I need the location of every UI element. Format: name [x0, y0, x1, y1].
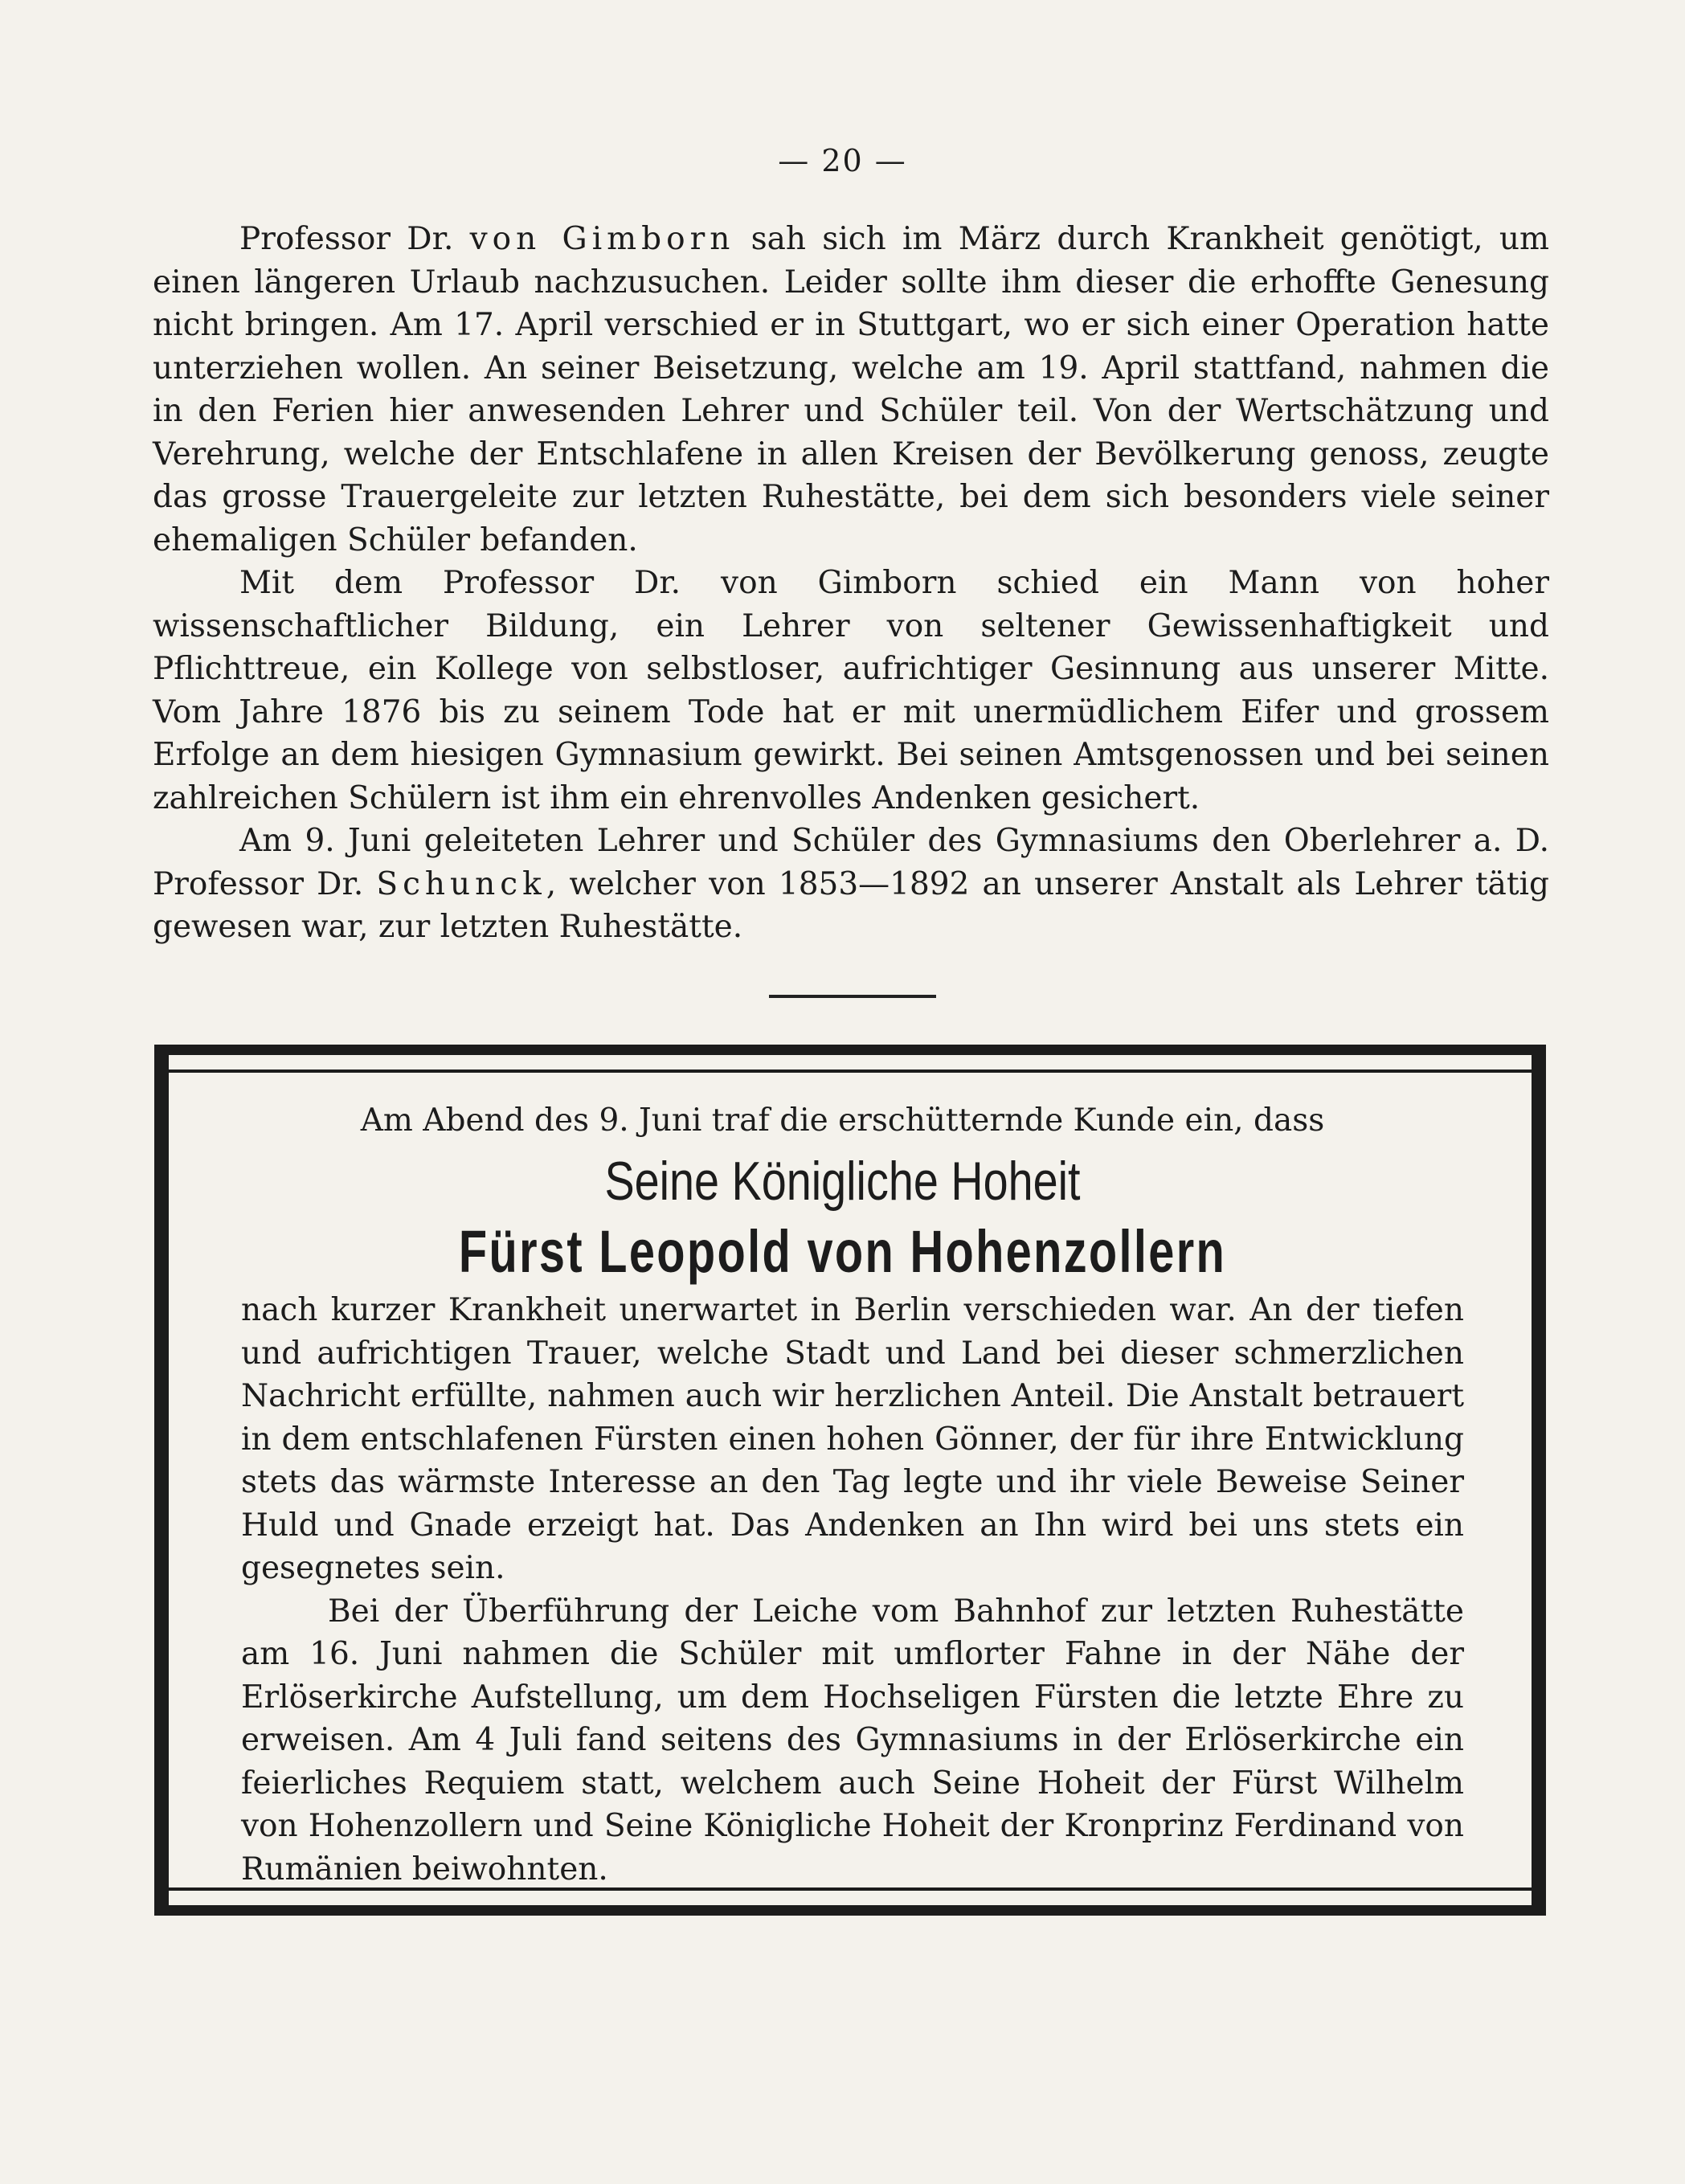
notice-body — [241, 1289, 1464, 1891]
main-text — [153, 218, 1549, 949]
section-divider — [769, 995, 936, 998]
notice-paragraph-funeral: Bei der Überführung der Leiche vom Bahnhof zur letzten Ruhestätte am 16. Juni nahmen die Schüler mit umflorter Fahne in der Nähe der Erlöserkirche Aufstellung, um dem Hochseligen Fürsten die letzte Ehre zu erweisen. Am 4 Juli fand seitens des Gymnasiums in der Erlöserkirche ein feierliches Requiem statt, welchem auch Seine Hoheit der Fürst Wilhelm von Hohenzollern und Seine Königliche Hoheit der Kronprinz Ferdinand von Rumänien beiwohnten. — [241, 1593, 1464, 1887]
frame-inner-line-top — [169, 1070, 1532, 1073]
paragraph-gimborn-tribute: Mit dem Professor Dr. von Gimborn schied ein Mann von hoher wissenschaftlicher Bildung, ein Lehrer von seltener Gewissenhaftigkeit und Pflichttreue, ein Kollege von selbstloser, aufrichtiger Gesinnung aus unserer Mitte. Vom Jahre 1876 bis zu seinem Tode hat er mit unermüdlichem Eifer und grossem Erfolge an dem hiesigen Gymnasium gewirkt. Bei seinen Amtsgenossen und bei seinen zahlreichen Schülern ist ihm ein ehrenvolles Andenken gesichert. — [153, 565, 1549, 816]
notice-title-honorific: Seine Königliche Hoheit — [604, 1151, 1081, 1212]
notice-intro: Am Abend des 9. Juni traf die erschütternde Kunde ein, dass — [360, 1102, 1325, 1139]
paragraph-gimborn-illness — [153, 218, 1549, 562]
text-segment: , welcher von 1853—1892 an unserer Anstalt als Lehrer tätig gewesen war, zur letzten Ruhestätte. — [153, 865, 1549, 945]
notice-paragraph-mourning: nach kurzer Krankheit unerwartet in Berlin verschieden war. An der tiefen und aufrichtigen Trauer, welche Stadt und Land bei dieser schmerzlichen Nachricht erfüllte, nahmen auch wir herzlichen Anteil. Die Anstalt betrauert in dem entschlafenen Fürsten einen hohen Gönner, der für ihre Entwicklung stets das wärmste Interesse an den Tag legte und ihr viele Beweise Seiner Huld und Gnade erzeigt hat. Das Andenken an Ihn wird bei uns stets ein gesegnetes sein. — [241, 1292, 1464, 1586]
paragraph-schunck — [153, 820, 1549, 949]
page-number: — 20 — — [778, 143, 907, 178]
notice-title-name: Fürst Leopold von Hohenzollern — [458, 1218, 1227, 1285]
name-schunck: Schunck — [376, 865, 546, 902]
text-segment: Am 9. Juni geleiteten Lehrer und Schüler des Gymnasiums den Oberlehrer a. D. Professor Dr. — [153, 823, 1549, 902]
text-segment: sah sich im März durch Krankheit genötigt, um einen längeren Urlaub nachzusuchen. Leider sollte ihm dieser die erhoffte Genesung nicht bringen. Am 17. April verschied er in Stuttgart, wo er sich einer Operation hatte unterziehen wollen. An seiner Beisetzung, welche am 19. April stattfand, nahmen die in den Ferien hier anwesenden Lehrer und Schüler teil. Von der Wertschätzung und Verehrung, welche der Entschlafene in allen Kreisen der Bevölkerung genoss, zeugte das grosse Trauergeleite zur letzten Ruhestätte, bei dem sich besonders viele seiner ehemaligen Schüler befanden. — [153, 221, 1549, 558]
name-gimborn: von Gimborn — [469, 221, 735, 257]
text-segment: Professor Dr. — [239, 221, 470, 257]
